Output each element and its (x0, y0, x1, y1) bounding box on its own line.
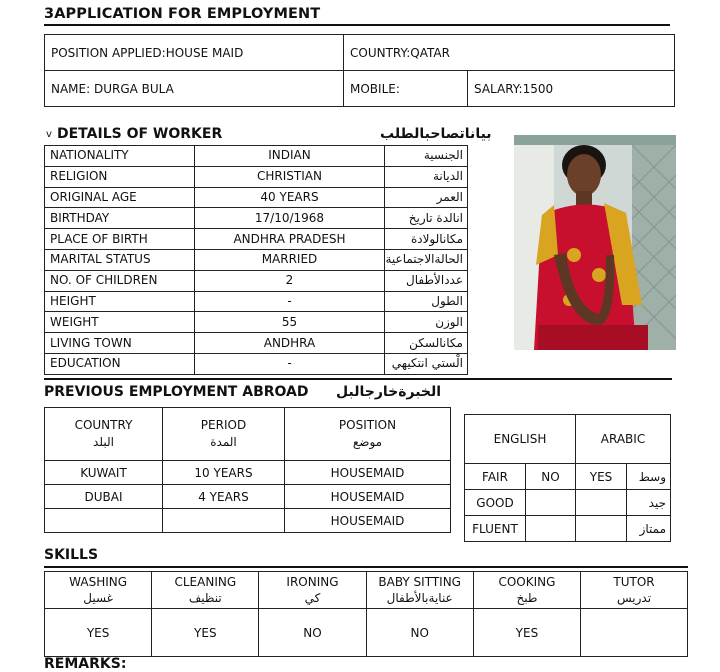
lang-level-arabic: ممتاز (627, 516, 671, 542)
lang-english-header: ENGLISH (465, 415, 576, 464)
details-table (44, 145, 468, 375)
skill-name-arabic: تدريس (616, 591, 652, 605)
col-country: COUNTRY البلد (45, 408, 163, 461)
table-row (45, 229, 468, 250)
skill-header (152, 572, 259, 609)
lang-level: FAIR (465, 464, 526, 490)
salary: SALARY:1500 (468, 71, 675, 107)
skills-rule (44, 566, 688, 568)
detail-label-arabic: انالدة تاريخ (385, 208, 468, 229)
skills-table (44, 571, 688, 657)
detail-label-arabic: العمر (385, 187, 468, 208)
table-row (45, 353, 468, 374)
lang-english-value (526, 516, 576, 542)
detail-label: RELIGION (45, 166, 195, 187)
lang-arabic-value: YES (576, 464, 627, 490)
table-row (45, 333, 468, 354)
table-row-country (45, 509, 163, 533)
skill-header (259, 572, 366, 609)
table-row (45, 312, 468, 333)
skill-name: IRONING (286, 575, 339, 589)
skill-header (45, 572, 152, 609)
table-row (45, 208, 468, 229)
detail-label: WEIGHT (45, 312, 195, 333)
table-row (45, 270, 468, 291)
detail-value: 2 (194, 270, 385, 291)
detail-label-arabic: مكانالسكن (385, 333, 468, 354)
skill-header (366, 572, 473, 609)
remarks-label: REMARKS: (44, 656, 127, 672)
skill-value (581, 609, 688, 657)
detail-label-arabic: الوزن (385, 312, 468, 333)
col-position: POSITION موضع (285, 408, 451, 461)
details-marker: v (46, 129, 52, 140)
table-row-period: 10 YEARS (163, 461, 285, 485)
position-applied: POSITION APPLIED:HOUSE MAID (45, 35, 344, 71)
detail-value: INDIAN (194, 146, 385, 167)
skill-header (581, 572, 688, 609)
lang-level-arabic: جيد (627, 490, 671, 516)
skill-value: YES (473, 609, 580, 657)
lang-level-arabic: وسط (627, 464, 671, 490)
table-row-period: 4 YEARS (163, 485, 285, 509)
skill-name-arabic: غسيل (83, 591, 113, 605)
lang-arabic-header: ARABIC (576, 415, 671, 464)
skills-title: SKILLS (44, 547, 99, 563)
details-title-arabic: بياناتصاحبالطلب (380, 126, 492, 142)
lang-english-value (526, 490, 576, 516)
skill-value: YES (152, 609, 259, 657)
detail-value: 40 YEARS (194, 187, 385, 208)
title-underline (44, 24, 670, 26)
skill-name: TUTOR (613, 575, 655, 589)
detail-label-arabic: الْستي انتكيهي (385, 353, 468, 374)
detail-label-arabic: الطول (385, 291, 468, 312)
detail-label: EDUCATION (45, 353, 195, 374)
skill-value: NO (259, 609, 366, 657)
table-row (45, 166, 468, 187)
previous-employment-table (44, 407, 451, 533)
skill-name: CLEANING (174, 575, 237, 589)
lang-arabic-value (576, 490, 627, 516)
detail-value: MARRIED (194, 249, 385, 270)
detail-value: ANDHRA PRADESH (194, 229, 385, 250)
skill-name: COOKING (498, 575, 556, 589)
section-rule (44, 378, 672, 380)
form-title: 3APPLICATION FOR EMPLOYMENT (44, 6, 321, 22)
detail-label-arabic: الديانة (385, 166, 468, 187)
skill-name: BABY SITTING (378, 575, 461, 589)
skill-name-arabic: عنايةبالأطفال (386, 591, 453, 605)
detail-label: BIRTHDAY (45, 208, 195, 229)
table-row-country: KUWAIT (45, 461, 163, 485)
skill-value: YES (45, 609, 152, 657)
details-title: DETAILS OF WORKER (57, 126, 223, 142)
col-period: PERIOD المدة (163, 408, 285, 461)
table-row-position: HOUSEMAID (285, 485, 451, 509)
table-row-country: DUBAI (45, 485, 163, 509)
detail-label: PLACE OF BIRTH (45, 229, 195, 250)
detail-value: CHRISTIAN (194, 166, 385, 187)
detail-label-arabic: الحالةالاجتماعية (385, 249, 468, 270)
detail-label-arabic: الجنسية (385, 146, 468, 167)
detail-label: NO. OF CHILDREN (45, 270, 195, 291)
lang-english-value: NO (526, 464, 576, 490)
worker-photo (514, 135, 676, 350)
detail-label: NATIONALITY (45, 146, 195, 167)
worker-name: NAME: DURGA BULA (45, 71, 344, 107)
detail-value: 55 (194, 312, 385, 333)
table-row (45, 187, 468, 208)
detail-label: ORIGINAL AGE (45, 187, 195, 208)
detail-value: - (194, 291, 385, 312)
mobile: MOBILE: (344, 71, 468, 107)
skill-name-arabic: تنظيف (188, 591, 222, 605)
lang-level: GOOD (465, 490, 526, 516)
detail-label: LIVING TOWN (45, 333, 195, 354)
detail-label: MARITAL STATUS (45, 249, 195, 270)
skill-header (473, 572, 580, 609)
table-row (45, 146, 468, 167)
detail-label-arabic: عددالأطفال (385, 270, 468, 291)
detail-value: - (194, 353, 385, 374)
languages-table (464, 414, 671, 542)
skill-name-arabic: كي (304, 591, 321, 605)
lang-arabic-value (576, 516, 627, 542)
lang-level: FLUENT (465, 516, 526, 542)
detail-value: 17/10/1968 (194, 208, 385, 229)
table-row (45, 249, 468, 270)
detail-value: ANDHRA (194, 333, 385, 354)
previous-employment-title: PREVIOUS EMPLOYMENT ABROAD (44, 384, 309, 400)
worker-photo-illustration (514, 135, 676, 350)
skill-value: NO (366, 609, 473, 657)
table-row-period (163, 509, 285, 533)
country: COUNTRY:QATAR (344, 35, 675, 71)
previous-employment-title-arabic: الخبرةخارجالبل (336, 384, 442, 400)
skill-name-arabic: طبخ (516, 591, 538, 605)
table-row (45, 291, 468, 312)
skill-name: WASHING (69, 575, 128, 589)
detail-label-arabic: مكانالولادة (385, 229, 468, 250)
table-row-position: HOUSEMAID (285, 461, 451, 485)
detail-label: HEIGHT (45, 291, 195, 312)
header-table (44, 34, 675, 107)
table-row-position: HOUSEMAID (285, 509, 451, 533)
